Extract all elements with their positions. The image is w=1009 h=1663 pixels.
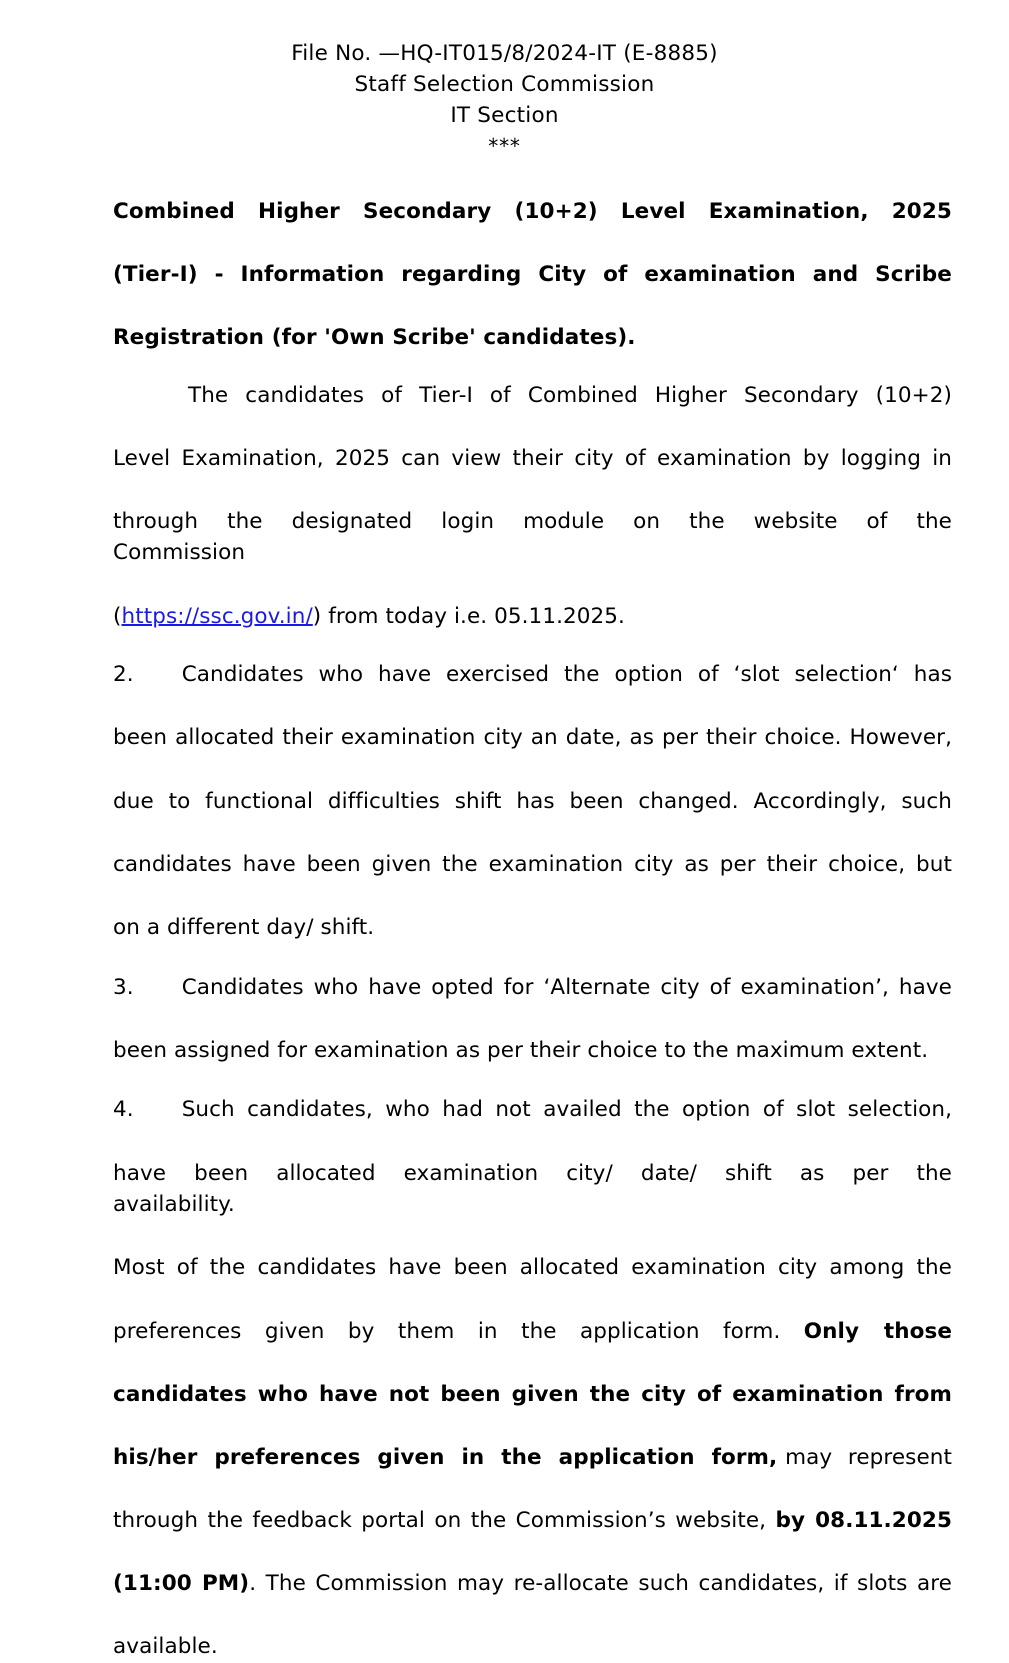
- paragraph-4-line-8-text: . The Commission may re-allocate such candidates, if slots are: [249, 1571, 952, 1597]
- paragraph-4-line-5: [113, 1379, 952, 1442]
- paragraph-2-line-1-text: Candidates who have exercised the option of ‘slot selection‘ has: [181, 662, 952, 688]
- paragraph-2-line-4: candidates have been given the examination city as per their choice, but: [113, 851, 952, 877]
- paragraph-3-line-2: been assigned for examination as per their choice to the maximum extent.: [113, 1037, 929, 1063]
- document-title: [113, 196, 952, 354]
- paragraph-4-number: 4.: [113, 1097, 134, 1123]
- header-separator: ***: [488, 134, 521, 158]
- paragraph-1: [113, 380, 966, 633]
- paragraph-4-line-7: [113, 1505, 952, 1568]
- paragraph-4-bold-deadline: by 08.11.2025: [775, 1508, 952, 1534]
- paragraph-3-line-1: [113, 972, 952, 1035]
- paragraph-4-line-4-text: preferences given by them in the application form.: [113, 1318, 804, 1344]
- paragraph-2: [113, 659, 952, 943]
- section-line: IT Section: [450, 103, 559, 128]
- title-line-3: Registration (for 'Own Scribe' candidates).: [113, 325, 636, 350]
- paragraph-4-bold-start: Only those: [803, 1318, 952, 1344]
- paragraph-4-after-bold-1: may represent: [777, 1444, 952, 1470]
- paragraph-4-bold-line-3: his/her preferences given in the application form,: [113, 1444, 778, 1470]
- paragraph-4-line-6: [113, 1442, 952, 1505]
- paragraph-2-line-5: on a different day/ shift.: [113, 915, 375, 940]
- organization-line: Staff Selection Commission: [354, 72, 655, 97]
- paragraph-4: [113, 1094, 966, 1663]
- paragraph-4-line-4: [113, 1316, 952, 1379]
- paragraph-2-line-1: [113, 659, 952, 722]
- paragraph-4-line-1: [113, 1094, 952, 1157]
- link-close-paren: ): [312, 603, 329, 629]
- paragraph-2-line-3: due to functional difficulties shift has been changed. Accordingly, such: [113, 788, 952, 814]
- paragraph-1-line-4: [113, 601, 952, 633]
- paragraph-1-line-1: The candidates of Tier-I of Combined Higher Secondary (10+2): [188, 382, 952, 408]
- file-number-line: File No. —HQ-IT015/8/2024-IT (E-8885): [291, 41, 718, 66]
- paragraph-4-bold-line-2: candidates who have not been given the city of examination from: [113, 1381, 952, 1407]
- paragraph-4-line-3: Most of the candidates have been allocated examination city among the: [113, 1255, 952, 1281]
- ssc-website-link[interactable]: https://ssc.gov.in/: [121, 603, 313, 629]
- paragraph-4-line-1-text: Such candidates, who had not availed the option of slot selection,: [181, 1097, 952, 1123]
- paragraph-4-line-9: available.: [113, 1634, 218, 1660]
- paragraph-3-line-1-text: Candidates who have opted for ‘Alternate city of examination’, have: [181, 974, 952, 1000]
- title-line-1: Combined Higher Secondary (10+2) Level Examination, 2025: [113, 199, 952, 224]
- document-body: [113, 0, 966, 1663]
- paragraph-2-line-2: been allocated their examination city an date, as per their choice. However,: [113, 725, 952, 751]
- paragraph-3: [113, 972, 952, 1067]
- paragraph-1-tail: from today i.e. 05.11.2025.: [328, 603, 625, 629]
- paragraph-1-line-2: Level Examination, 2025 can view their city of examination by logging in: [113, 445, 952, 471]
- paragraph-3-number: 3.: [113, 974, 134, 1000]
- paragraph-1-line-3: through the designated login module on the website of the Commission: [113, 508, 966, 566]
- link-open-paren: (: [113, 603, 122, 629]
- title-line-2: (Tier-I) - Information regarding City of examination and Scribe: [113, 262, 952, 287]
- paragraph-4-bold-deadline-time: (11:00 PM): [113, 1571, 250, 1597]
- paragraph-2-number: 2.: [113, 662, 134, 688]
- paragraph-4-line-7-text: through the feedback portal on the Commission’s website,: [113, 1508, 776, 1534]
- paragraph-4-line-2: have been allocated examination city/ date/ shift as per the availability.: [113, 1160, 966, 1218]
- paragraph-4-line-8: [113, 1568, 952, 1631]
